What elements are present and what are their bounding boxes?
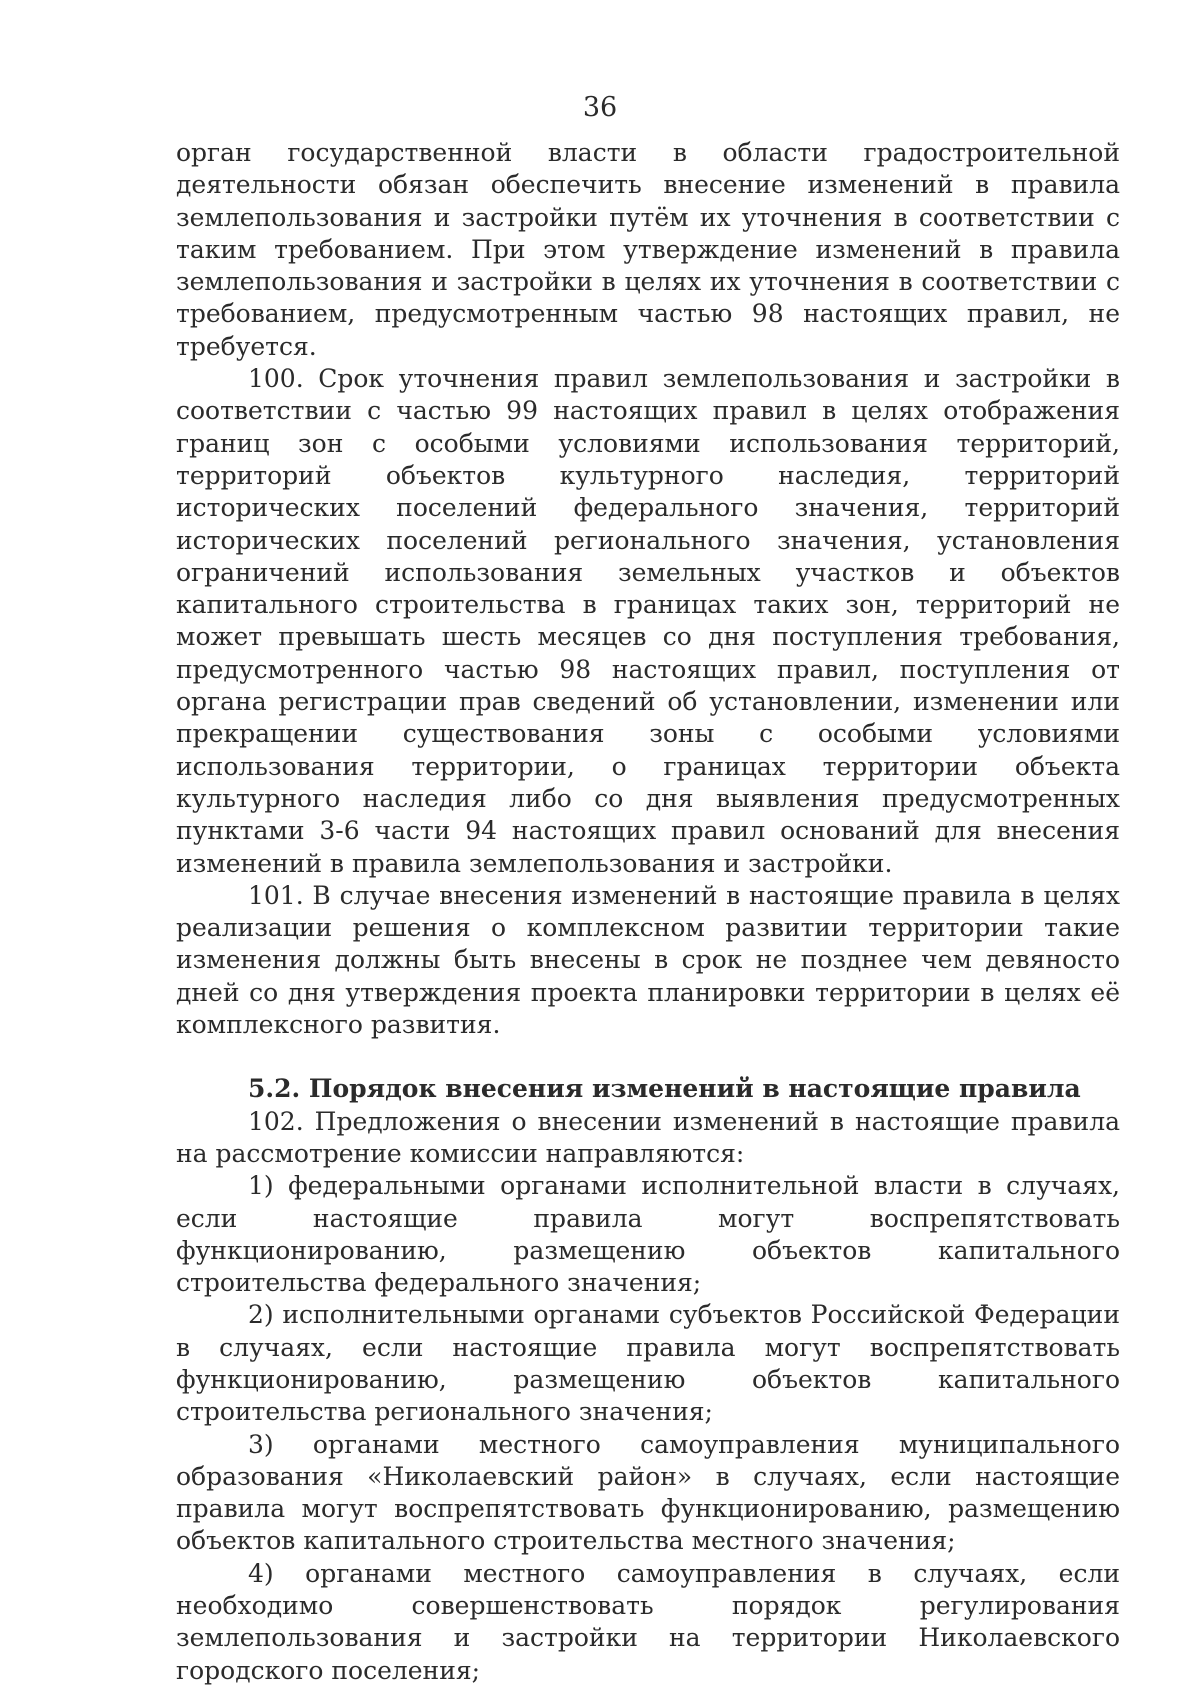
paragraph-continued: орган государственной власти в области градостроительной деятельности обязан обеспечить внесение изменений в правила землепользования и застройки путём их уточнения в соответствии с таким требованием. При этом утверждение изменений в правила землепользования и застройки в целях их уточнения в соответствии с требованием, предусмотренным частью 98 настоящих правил, не требуется. <box>176 138 1120 361</box>
paragraph-101: 101. В случае внесения изменений в настоящие правила в целях реализации решения о комплексном развитии территории такие изменения должны быть внесены в срок не позднее чем девяносто дней со дня утверждения проекта планировки территории в целях её комплексного развития. <box>176 880 1120 1040</box>
list-item-3: 3) органами местного самоуправления муниципального образования «Николаевский район» в случаях, если настоящие правила могут воспрепятствовать функционированию, размещению объектов капитального строительства местного значения; <box>176 1429 1120 1556</box>
document-body <box>176 137 1120 1687</box>
page-number: 36 <box>582 92 618 123</box>
section-heading: 5.2. Порядок внесения изменений в настоящие правила <box>248 1074 1081 1104</box>
paragraph-100: 100. Срок уточнения правил землепользования и застройки в соответствии с частью 99 настоящих правил в целях отображения границ зон с особыми условиями использования территорий, территорий объектов культурного наследия, территорий исторических поселений федерального значения, территорий исторических поселений регионального значения, установления ограничений использования земельных участков и объектов капитального строительства в границах таких зон, территорий не может превышать шесть месяцев со дня поступления требования, предусмотренного частью 98 настоящих правил, поступления от органа регистрации прав сведений об установлении, изменении или прекращении существования зоны с особыми условиями использования территории, о границах территории объекта культурного наследия либо со дня выявления предусмотренных пунктами 3-6 части 94 настоящих правил оснований для внесения изменений в правила землепользования и застройки. <box>176 364 1120 878</box>
list-item-4: 4) органами местного самоуправления в случаях, если необходимо совершенствовать порядок регулирования землепользования и застройки на территории Николаевского городского поселения; <box>176 1558 1120 1685</box>
list-item-2: 2) исполнительными органами субъектов Российской Федерации в случаях, если настоящие правила могут воспрепятствовать функционированию, размещению объектов капитального строительства регионального значения; <box>176 1300 1120 1427</box>
list-item-1: 1) федеральными органами исполнительной власти в случаях, если настоящие правила могут воспрепятствовать функционированию, размещению объектов капитального строительства федерального значения; <box>176 1171 1120 1298</box>
paragraph-102: 102. Предложения о внесении изменений в настоящие правила на рассмотрение комиссии направляются: <box>176 1106 1120 1168</box>
